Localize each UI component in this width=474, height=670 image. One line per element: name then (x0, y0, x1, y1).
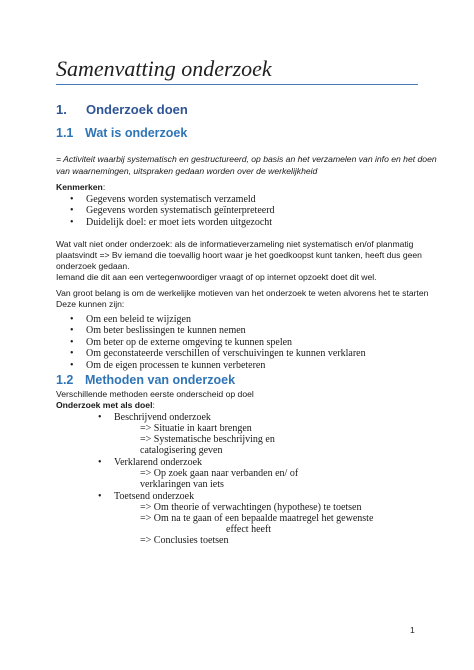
heading-text: Onderzoek doen (86, 102, 188, 117)
method-detail: verklaringen van iets (140, 479, 224, 490)
heading-number: 1.2 (56, 373, 74, 387)
method-name: Verklarend onderzoek (114, 457, 203, 468)
method-detail: => Situatie in kaart brengen (140, 423, 252, 434)
not-research-line-3: onderzoek gedaan. (56, 261, 130, 271)
kenmerken-heading (56, 182, 105, 194)
bullet-icon: • (70, 359, 74, 371)
kenmerken-list (70, 194, 275, 228)
motives-line-1: Van groot belang is om de werkelijke motieven van het onderzoek te weten alvorens het te starten (56, 288, 429, 298)
list-item (70, 194, 275, 205)
motives-list (70, 314, 366, 371)
method-detail: => Systematische beschrijving en (140, 434, 275, 445)
not-research-line-2: plaatsvindt => Bv iemand die toevallig hoort waar je het goedkoopst kunt tanken, heeft dus geen (56, 250, 422, 260)
list-item-text: Om een beleid te wijzigen (86, 314, 191, 325)
list-item-text: Om beter op de externe omgeving te kunnen spelen (86, 336, 293, 348)
list-item-text: Om beter beslissingen te kunnen nemen (86, 325, 246, 337)
methods-intro: Verschillende methoden eerste onderscheid op doel (56, 389, 254, 399)
method-item-toetsend (98, 491, 195, 502)
list-item-text: Duidelijk doel: er moet iets worden uitgezocht (86, 216, 273, 228)
definition-line-1: = Activiteit waarbij systematisch en gestructureerd, op basis an het verzamelen van info en het doen (56, 154, 437, 164)
heading-number: 1.1 (56, 126, 74, 140)
list-item (70, 314, 366, 325)
bullet-icon: • (70, 314, 74, 325)
method-detail: => Conclusies toetsen (140, 535, 229, 546)
list-item (70, 360, 366, 371)
title-underline (56, 84, 418, 85)
list-item (70, 205, 275, 216)
bullet-icon: • (98, 412, 102, 423)
list-item-text: Om geconstateerde verschillen of verschuivingen te kunnen verklaren (86, 348, 366, 360)
bullet-icon: • (70, 216, 74, 228)
goal-heading (56, 400, 155, 412)
bullet-icon: • (70, 194, 74, 205)
kenmerken-colon: : (102, 182, 106, 192)
method-detail: effect heeft (226, 524, 272, 535)
method-item-verklarend (98, 457, 203, 468)
heading-text: Methoden van onderzoek (85, 373, 236, 387)
goal-colon: : (152, 400, 155, 410)
list-item (70, 325, 366, 336)
method-detail: => Om na te gaan of een bepaalde maatregel het gewenste (140, 513, 374, 524)
not-research-line-4: Iemand die dit aan een vertegenwoordiger vraagt of op internet opzoekt doet dit wel. (56, 272, 377, 282)
list-item-text: Om de eigen processen te kunnen verbeteren (86, 359, 266, 371)
list-item (70, 348, 366, 359)
bullet-icon: • (70, 336, 74, 348)
page-number: 1 (410, 625, 415, 635)
list-item (70, 217, 275, 228)
bullet-icon: • (98, 491, 102, 502)
list-item (70, 337, 366, 348)
definition-line-2: van waarnemingen, uitspraken gedaan worden over de werkelijkheid (56, 166, 318, 176)
heading-section-1-1 (56, 126, 187, 140)
kenmerken-label: Kenmerken (56, 182, 103, 192)
method-detail: => Om theorie of verwachtingen (hypothese) te toetsen (140, 502, 362, 513)
not-research-line-1: Wat valt niet onder onderzoek: als de informatieverzameling niet systematisch en/of planmatig (56, 239, 414, 249)
bullet-icon: • (70, 205, 74, 217)
method-item-beschrijvend (98, 412, 211, 423)
list-item-text: Gegevens worden systematisch verzameld (86, 194, 256, 205)
heading-text: Wat is onderzoek (85, 126, 188, 140)
goal-label: Onderzoek met als doel (56, 400, 153, 410)
method-detail: => Op zoek gaan naar verbanden en/ of (140, 468, 299, 479)
method-name: Toetsend onderzoek (114, 491, 195, 502)
bullet-icon: • (70, 325, 74, 337)
list-item-text: Gegevens worden systematisch geïnterpreteerd (86, 205, 275, 217)
bullet-icon: • (98, 457, 102, 468)
motives-line-2: Deze kunnen zijn: (56, 299, 125, 309)
heading-section-1 (56, 102, 188, 117)
heading-section-1-2 (56, 373, 235, 387)
method-name: Beschrijvend onderzoek (114, 412, 211, 423)
heading-number: 1. (56, 102, 67, 117)
document-title: Samenvatting onderzoek (56, 56, 272, 81)
method-detail: catalogisering geven (140, 445, 223, 456)
bullet-icon: • (70, 348, 74, 360)
